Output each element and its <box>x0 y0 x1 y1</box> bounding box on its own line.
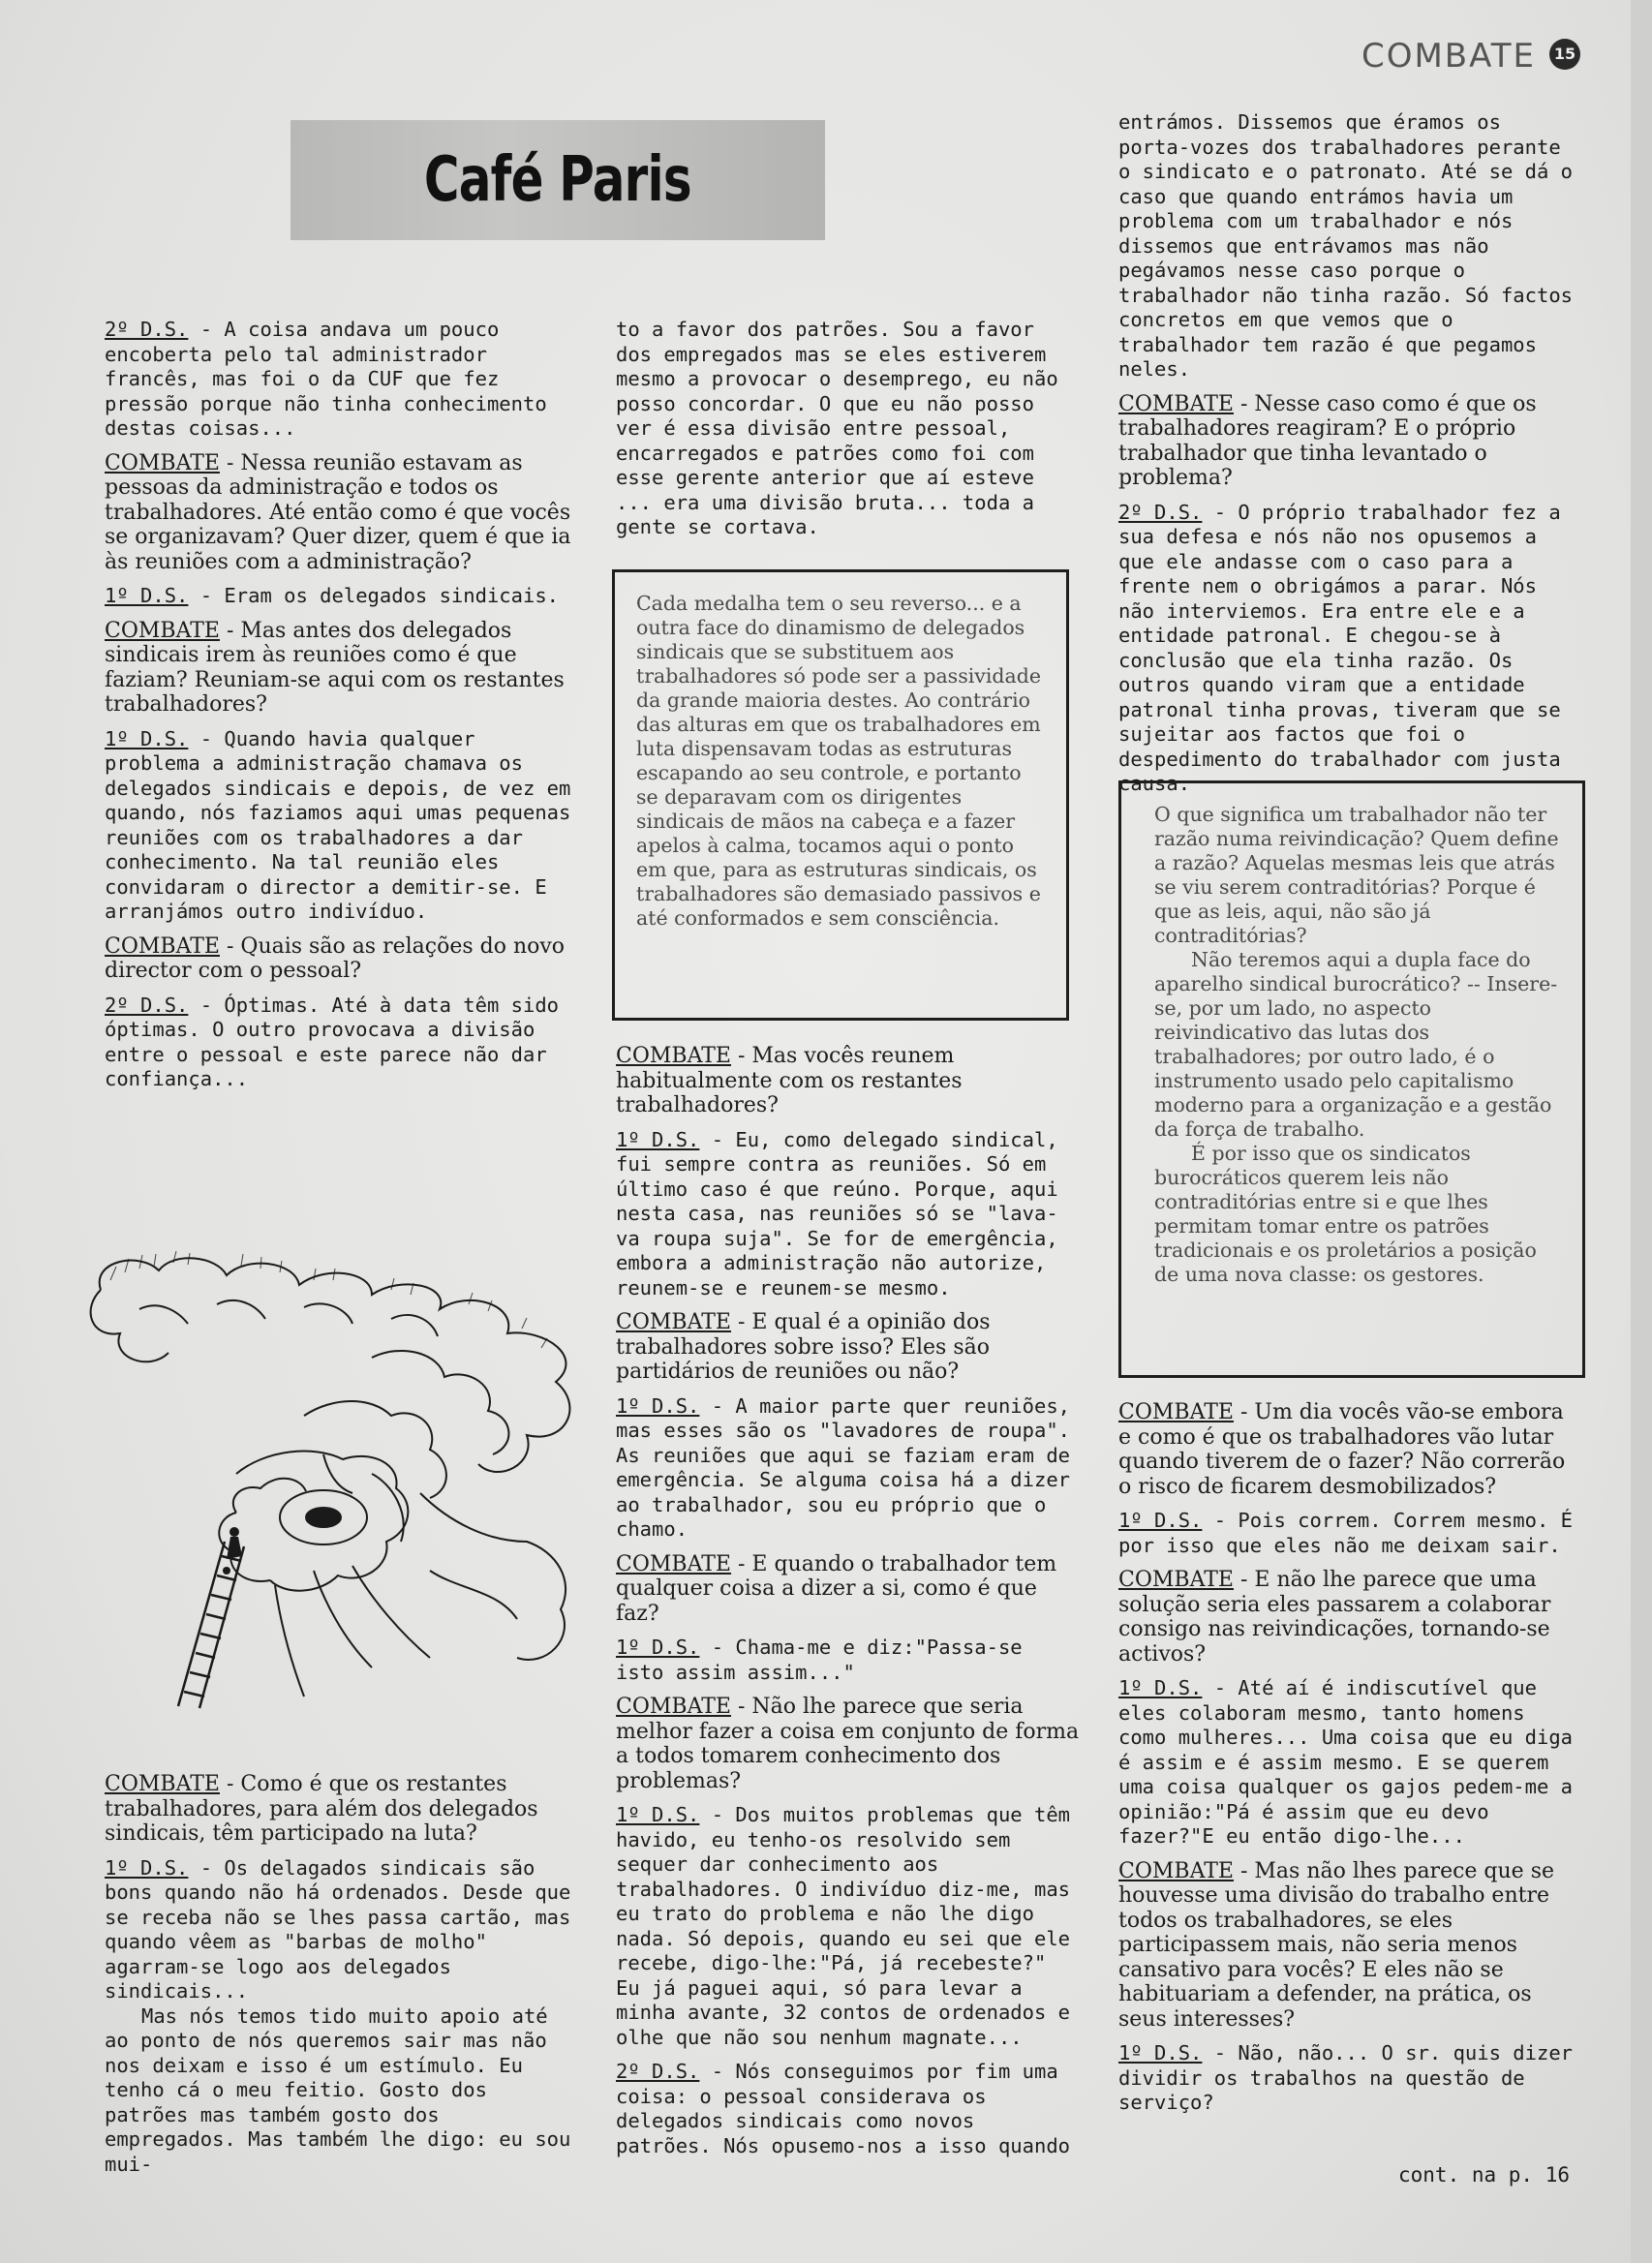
speaker-label: 2º D.S. <box>105 318 189 341</box>
paragraph-text: - A coisa andava um pouco encoberta pelo tal administrador francês, mas foi o da CUF que fez pressão porque não tinha conhecimento destas coisas... <box>105 318 547 440</box>
column-1-lower-text <box>105 1772 581 2177</box>
speaker-label: 1º D.S. <box>105 584 189 607</box>
interview-question <box>1118 1400 1578 1499</box>
speaker-label: 2º D.S. <box>616 2060 700 2083</box>
paragraph-text: - E qual é a opinião dos trabalhadores sobre isso? Eles são partidários de reuniões ou não? <box>616 1310 991 1384</box>
interview-answer <box>616 318 1081 540</box>
editorial-comment-box-1 <box>612 569 1069 1021</box>
speaker-label: 1º D.S. <box>1118 1509 1203 1532</box>
comment-paragraph: É por isso que os sindicatos burocráticos querem leis não contraditórias entre si e que lhes permitam tomar entre os patrões tradicionais e os proletários a posição de uma nova classe: os gestores. <box>1154 1142 1537 1286</box>
column-2-lower <box>616 1044 1081 2168</box>
interview-answer <box>616 1803 1081 2050</box>
interview-question <box>616 1552 1081 1627</box>
speaker-label: 1º D.S. <box>616 1127 700 1151</box>
interview-question <box>1118 1859 1578 2033</box>
interview-answer <box>1118 110 1578 382</box>
paragraph-text: - Um dia vocês vão-se embora e como é que os trabalhadores vão lutar quando tiverem de o fazer? Não correrão o risco de ficarem desmobilizados? <box>1118 1400 1566 1499</box>
interview-answer <box>105 318 581 442</box>
interview-question <box>1118 392 1578 491</box>
paragraph-text: Mas nós temos tido muito apoio até ao ponto de nós queremos sair mas não nos deixam e isso é um estímulo. Eu tenho cá o meu feitio. Gosto dos patrões mas também gosto dos empregados. Mas também lhe digo: eu sou mui- <box>105 2003 571 2176</box>
interview-answer <box>616 2060 1081 2158</box>
continuation-note: cont. na p. 16 <box>1398 2163 1571 2187</box>
paragraph-text: - Quais são as relações do novo director com o pessoal? <box>105 933 566 983</box>
paragraph-text: - Não lhe parece que seria melhor fazer a coisa em conjunto de forma a todos tomarem conhecimento dos problemas? <box>616 1695 1080 1793</box>
interview-question <box>105 451 581 575</box>
speaker-label: 1º D.S. <box>105 726 189 750</box>
interview-question <box>1118 1568 1578 1667</box>
paragraph-text: - Não, não... O sr. quis dizer dividir os trabalhos na questão de serviço? <box>1118 2041 1574 2114</box>
speaker-label: 1º D.S. <box>616 1803 700 1826</box>
interview-answer <box>105 727 581 925</box>
column-2-lower-text <box>616 1044 1081 2158</box>
speaker-label: 1º D.S. <box>1118 1676 1203 1699</box>
page-number: 15 <box>1549 39 1580 70</box>
page-edge <box>1631 0 1652 2263</box>
speaker-label: COMBATE <box>616 1044 731 1068</box>
comment-text: Cada medalha tem o seu reverso... e a outra face do dinamismo de delegados sindicais que se substituem aos trabalhadores só pode ser a passividade da grande maioria destes. Ao contrário das alturas em que os trabalhadores em luta dispensavam todas as estruturas escapando ao seu controle, e portanto se deparavam com os dirigentes sindicais de mãos na cabeça e a fazer apelos à calma, tocamos aqui o ponto em que, para as estruturas sindicais, os trabalhadores são demasiado passivos e até conformados e sem consciência. <box>636 592 1042 930</box>
column-3 <box>1118 110 1578 807</box>
interview-answer <box>616 1636 1081 1685</box>
paragraph-text: - Os delagados sindicais são bons quando não há ordenados. Desde que se receba não se lhes passa cartão, mas quando vêem as "barbas de molho" agarram-se logo aos delegados sindicais... <box>105 1855 571 2003</box>
speaker-label: 2º D.S. <box>105 993 189 1017</box>
interview-question <box>616 1695 1081 1793</box>
article-title-banner <box>291 120 825 240</box>
speaker-label: 1º D.S. <box>105 1855 189 1880</box>
article-title: Café Paris <box>424 144 691 216</box>
paragraph-text: - Pois correm. Correm mesmo. É por isso que eles não me deixam sair. <box>1118 1509 1574 1557</box>
column-2 <box>616 318 1081 550</box>
column-3-lower <box>1118 1400 1578 2125</box>
paragraph-text: - Eu, como delegado sindical, fui sempre contra as reuniões. Só em último caso é que reúno. Porque, aqui nesta casa, nas reuniões só se "lava-va roupa suja". Se for de emergência, embora a administração não autorize, reunem-se e reunem-se mesmo. <box>616 1127 1058 1300</box>
paragraph-text: - Quando havia qualquer problema a administração chamava os delegados sindicais e depois, de vez em quando, nós faziamos aqui umas pequenas reuniões com os trabalhadores a dar conhecimento. Na tal reunião eles convidaram o director a demitir-se. E arranjámos outro indivíduo. <box>105 726 571 923</box>
paragraph-text: - Óptimas. Até à data têm sido óptimas. O outro provocava a divisão entre o pessoal e este parece não dar confiança... <box>105 993 560 1090</box>
interview-question <box>616 1310 1081 1385</box>
comment-paragraph: O que significa um trabalhador não ter razão numa reivindicação? Quem define a razão? Aquelas mesmas leis que atrás se viu serem contraditórias? Porque é que as leis, aqui, não são já contraditórias? <box>1154 803 1559 947</box>
paragraph-text: entrámos. Dissemos que éramos os porta-vozes dos trabalhadores perante o sindicato e o patronato. Até se dá o caso que quando entrámos havia um problema com um trabalhador e nós dissemos que entrávamos mas não pegávamos nesse caso porque o trabalhador não tinha razão. Só factos concretos em que vemos que o trabalhador tem razão é que pegamos neles. <box>1118 110 1573 381</box>
paragraph-text: - Dos muitos problemas que têm havido, eu tenho-os resolvido sem sequer dar conhecimento aos trabalhadores. O indivíduo diz-me, mas eu trato do problema e não lhe digo nada. Só depois, quando eu sei que ele recebe, digo-lhe:"Pá, já recebeste?" Eu já paguei aqui, só para levar a minha avante, 32 contos de ordenados e olhe que não sou nenhum magnate... <box>616 1803 1071 2049</box>
magazine-title: COMBATE <box>1361 37 1536 76</box>
speaker-label: 1º D.S. <box>1118 2041 1203 2064</box>
column-1-text <box>105 318 581 1092</box>
paragraph-text: - A maior parte quer reuniões, mas esses são os "lavadores de roupa". As reuniões que aqui se faziam eram de emergência. Se alguma coisa há a dizer ao trabalhador, sou eu próprio que o chamo. <box>616 1393 1071 1541</box>
interview-answer <box>616 1394 1081 1543</box>
paragraph-text: - Nesse caso como é que os trabalhadores reagiram? E o próprio trabalhador que tinha levantado o problema? <box>1118 391 1537 490</box>
column-1-lower <box>105 1772 581 2187</box>
speaker-label: COMBATE <box>105 1772 220 1796</box>
speaker-label: 1º D.S. <box>616 1393 700 1418</box>
paragraph-text: - O próprio trabalhador fez a sua defesa e nós não nos opusemos a que ele andasse com o caso para a frente nem o obrigámos a parar. Nós não interviemos. Era entre ele e a entidade patronal. E chegou-se à conclusão que ela tinha razão. Os outros quando viram que a entidade patronal tinha provas, tiveram que se sujeitar aos factos que foi o despedimento do trabalhador com justa causa. <box>1118 500 1561 795</box>
speaker-label: COMBATE <box>1118 1400 1234 1424</box>
speaker-label: COMBATE <box>616 1695 731 1719</box>
speaker-label: COMBATE <box>616 1551 731 1576</box>
speaker-label: COMBATE <box>1118 391 1234 416</box>
comment-paragraph: Não teremos aqui a dupla face do aparelho sindical burocrático? -- Insere-se, por um lado, no aspecto reivindicativo das lutas dos trabalhadores; por outro lado, é o instrumento usado pelo capitalismo moderno para a organização e a gestão da força de trabalho. <box>1154 948 1558 1141</box>
paragraph-text: - Chama-me e diz:"Passa-se isto assim assim..." <box>616 1636 1023 1684</box>
paragraph-text: - Mas vocês reunem habitualmente com os restantes trabalhadores? <box>616 1044 963 1117</box>
paragraph-text: - Como é que os restantes trabalhadores, para além dos delegados sindicais, têm participado na luta? <box>105 1772 538 1846</box>
interview-answer <box>105 2004 581 2178</box>
paragraph-text: - Nessa reunião estavam as pessoas da administração e todos os trabalhadores. Até então como é que vocês se organizavam? Quer dizer, quem é que ia às reuniões com a administração? <box>105 450 571 574</box>
speaker-label: COMBATE <box>105 933 220 959</box>
interview-question <box>616 1044 1081 1118</box>
speaker-label: 2º D.S. <box>1118 500 1203 524</box>
interview-question <box>105 934 581 984</box>
interview-answer <box>1118 1509 1578 1558</box>
column-2-text <box>616 318 1081 540</box>
interview-answer <box>1118 2041 1578 2116</box>
paragraph-text: - E não lhe parece que uma solução seria eles passarem a colaborar consigo nas reivindicações, tornando-se activos? <box>1118 1568 1551 1667</box>
column-3-text <box>1118 110 1578 797</box>
speaker-label: COMBATE <box>1118 1568 1234 1592</box>
interview-answer <box>105 994 581 1092</box>
paragraph-text: - Eram os delegados sindicais. <box>188 584 560 607</box>
interview-answer <box>105 1856 581 2004</box>
interview-answer <box>1118 501 1578 797</box>
speaker-label: COMBATE <box>616 1310 731 1334</box>
speaker-label: COMBATE <box>105 618 220 643</box>
paragraph-text: - E quando o trabalhador tem qualquer coisa a dizer a si, como é que faz? <box>616 1551 1057 1626</box>
paragraph-text: - Até aí é indiscutível que eles colaboram mesmo, tanto homens como mulheres... Uma coisa que eu diga é assim e é assim mesmo. E se querem uma coisa qualquer os gajos pedem-me a opinião:"Pá é assim que eu devo fazer?"E eu então digo-lhe... <box>1118 1676 1573 1848</box>
paragraph-text: to a favor dos patrões. Sou a favor dos empregados mas se eles estiverem mesmo a provocar o desemprego, eu não posso concordar. O que eu não posso ver é essa divisão entre pessoal, encarregados e patrões como foi com esse gerente anterior que aí esteve ... era uma divisão bruta... toda a gente se cortava. <box>616 318 1058 538</box>
interview-answer <box>616 1128 1081 1301</box>
paragraph-text: - Nós conseguimos por fim uma coisa: o pessoal considerava os delegados sindicais como novos patrões. Nós opusemo-nos a isso quando <box>616 2060 1070 2157</box>
column-1 <box>105 318 581 1102</box>
column-3-lower-text <box>1118 1400 1578 2116</box>
interview-question <box>105 1772 581 1847</box>
interview-answer <box>1118 1676 1578 1850</box>
interview-answer <box>105 584 581 609</box>
speaker-label: COMBATE <box>1118 1858 1234 1883</box>
paragraph-text: - Mas não lhes parece que se houvesse uma divisão do trabalho entre todos os trabalhadores, se eles participassem mais, não seria menos cansativo para vocês? E eles não se habituariam a defender, na prática, os seus interesses? <box>1118 1858 1555 2032</box>
speaker-label: 1º D.S. <box>616 1636 700 1659</box>
speaker-label: COMBATE <box>105 450 220 475</box>
paragraph-text: - Mas antes dos delegados sindicais irem às reuniões como é que faziam? Reuniam-se aqui com os restantes trabalhadores? <box>105 618 565 717</box>
interview-question <box>105 619 581 718</box>
illustration-hand-ladder <box>81 1251 595 1712</box>
editorial-comment-box-2 <box>1118 780 1585 1378</box>
